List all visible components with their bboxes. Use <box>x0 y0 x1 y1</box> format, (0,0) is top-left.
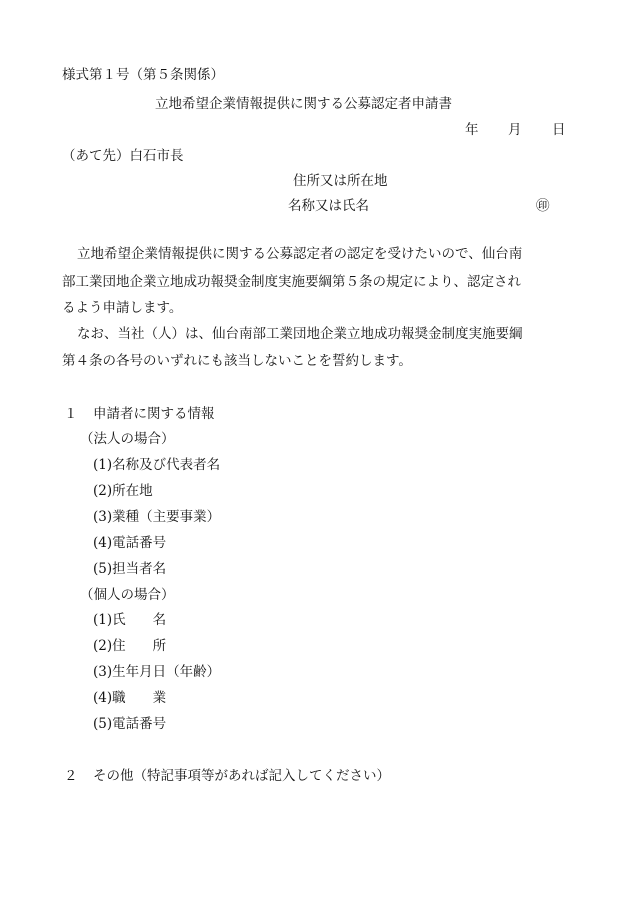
individual-item: (3)生年月日（年齢） <box>93 664 221 680</box>
individual-item: (1)氏 名 <box>93 612 167 628</box>
individual-item: (5)電話番号 <box>93 716 167 732</box>
date-day: 日 <box>552 122 566 138</box>
body-line: るよう申請します。 <box>62 300 183 316</box>
corporate-heading: （法人の場合） <box>80 431 175 447</box>
corporate-item: (3)業種（主要事業） <box>93 509 221 525</box>
section-2-title: その他（特記事項等があれば記入してください） <box>93 768 390 784</box>
corporate-item: (1)名称及び代表者名 <box>93 457 221 473</box>
document-title: 立地希望企業情報提供に関する公募認定者申請書 <box>155 96 452 112</box>
name-label: 名称又は氏名 <box>288 198 369 214</box>
corporate-item: (2)所在地 <box>93 483 153 499</box>
individual-item: (4)職 業 <box>93 690 167 706</box>
section-1-title: 申請者に関する情報 <box>93 406 215 422</box>
section-2-number: ２ <box>64 768 78 784</box>
body-line: 第４条の各号のいずれにも該当しないことを誓約します。 <box>62 353 412 369</box>
body-line: なお、当社（人）は、仙台南部工業団地企業立地成功報奨金制度実施要綱 <box>77 326 523 342</box>
corporate-item: (5)担当者名 <box>93 561 167 577</box>
individual-item: (2)住 所 <box>93 638 167 654</box>
form-number: 様式第１号（第５条関係） <box>62 67 224 83</box>
seal-mark: ㊞ <box>536 198 550 214</box>
date-year: 年 <box>465 122 479 138</box>
section-1-number: １ <box>64 406 78 422</box>
addressee: （あて先）白石市長 <box>62 148 184 164</box>
address-label: 住所又は所在地 <box>293 173 388 189</box>
body-line: 部工業団地企業立地成功報奨金制度実施要綱第５条の規定により、認定され <box>62 274 521 290</box>
body-line: 立地希望企業情報提供に関する公募認定者の認定を受けたいので、仙台南 <box>77 246 523 262</box>
individual-heading: （個人の場合） <box>80 587 175 603</box>
corporate-item: (4)電話番号 <box>93 535 167 551</box>
date-month: 月 <box>508 122 522 138</box>
